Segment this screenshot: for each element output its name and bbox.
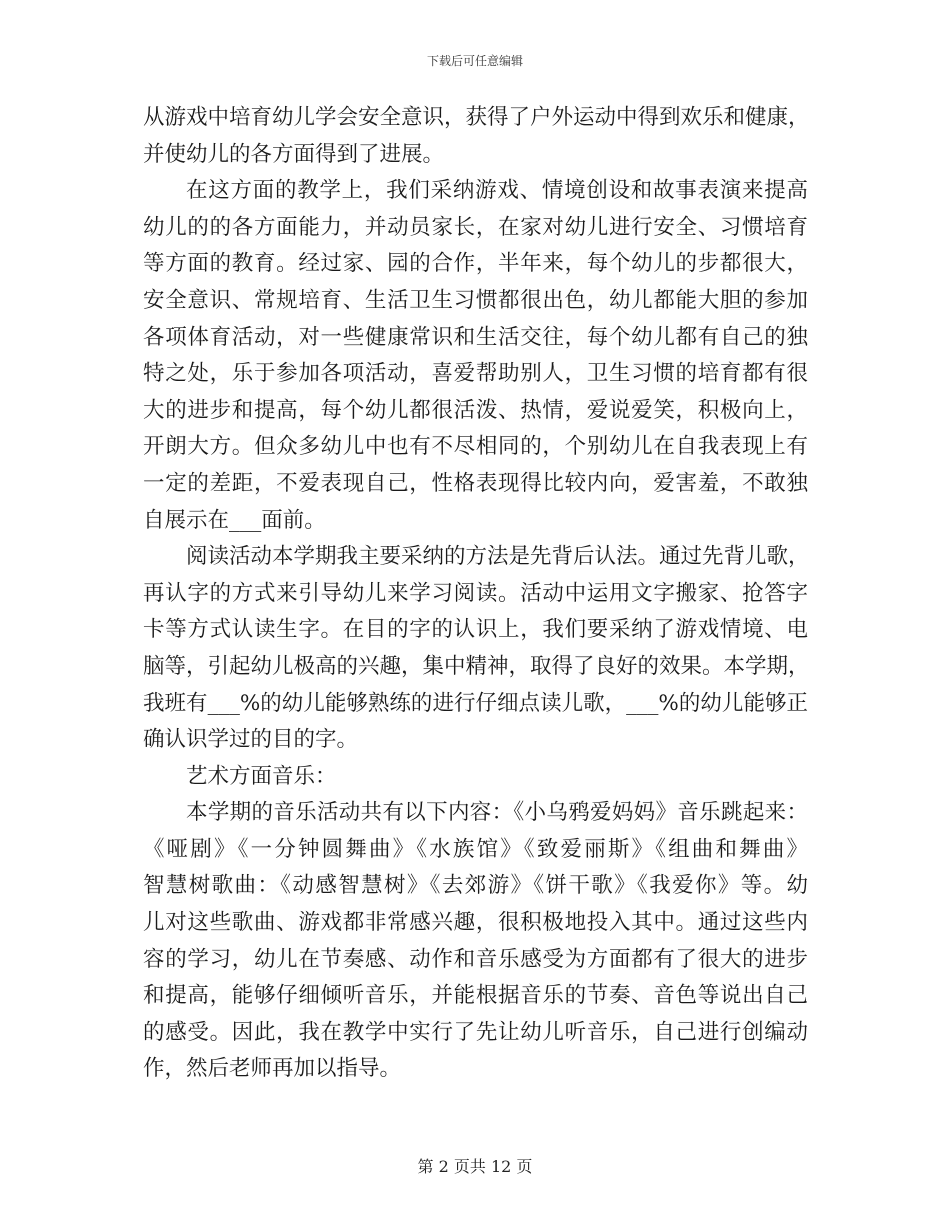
paragraph xyxy=(143,173,808,539)
text-line: 脑等，引起幼儿极高的兴趣，集中精神，取得了良好的效果。本学期， xyxy=(143,653,810,679)
page-header: 下载后可任意编辑 xyxy=(426,54,523,68)
text-line: 容的学习，幼儿在节奏感、动作和音乐感受为方面都有了很大的进步 xyxy=(143,946,808,972)
text-line: 艺术方面音乐： xyxy=(186,763,337,789)
text-line: 特之处，乐于参加各项活动，喜爱帮助别人，卫生习惯的培育都有很 xyxy=(143,361,808,387)
text-line: 从游戏中培育幼儿学会安全意识，获得了户外运动中得到欢乐和健康， xyxy=(143,105,810,130)
text-line: 等方面的教育。经过家、园的合作，半年来，每个幼儿的步都很大， xyxy=(143,251,808,277)
text-line: 安全意识、常规培育、生活卫生习惯都很出色，幼儿都能大胆的参加 xyxy=(143,287,808,313)
text-line: 和提高，能够仔细倾听音乐，并能根据音乐的节奏、音色等说出自己 xyxy=(143,983,808,1009)
text-line: 卡等方式认读生字。在目的字的认识上，我们要采纳了游戏情境、电 xyxy=(143,617,808,643)
text-line: 自展示在___面前。 xyxy=(143,507,326,533)
text-line: 再认字的方式来引导幼儿来学习阅读。活动中运用文字搬家、抢答字 xyxy=(143,580,808,606)
text-line: 大的进步和提高，每个幼儿都很活泼、热情，爱说爱笑，积极向上， xyxy=(143,397,808,423)
paragraph xyxy=(143,795,808,1088)
page-number: 第 2 页共 12 页 xyxy=(417,1157,533,1176)
text-line: 阅读活动本学期我主要采纳的方法是先背后认法。通过先背儿歌， xyxy=(186,544,810,570)
text-line: 确认识学过的目的字。 xyxy=(143,727,359,753)
paragraph xyxy=(143,100,808,173)
text-line: 的感受。因此，我在教学中实行了先让幼儿听音乐，自己进行创编动 xyxy=(143,1019,808,1045)
paragraph xyxy=(143,539,808,759)
text-line: 我班有___%的幼儿能够熟练的进行仔细点读儿歌，___%的幼儿能够正 xyxy=(143,690,808,716)
text-line: 并使幼儿的各方面得到了进展。 xyxy=(143,141,445,167)
text-line: 作，然后老师再加以指导。 xyxy=(143,1056,402,1082)
text-line: 《哑剧》《一分钟圆舞曲》《水族馆》《致爱丽斯》《组曲和舞曲》 xyxy=(143,836,808,862)
paragraph xyxy=(143,759,808,796)
document-body xyxy=(143,100,808,1088)
text-line: 幼儿的的各方面能力，并动员家长，在家对幼儿进行安全、习惯培育 xyxy=(143,214,808,240)
text-line: 开朗大方。但众多幼儿中也有不尽相同的，个别幼儿在自我表现上有 xyxy=(143,434,808,460)
text-line: 一定的差距，不爱表现自己，性格表现得比较内向，爱害羞，不敢独 xyxy=(143,470,808,496)
text-line: 在这方面的教学上，我们采纳游戏、情境创设和故事表演来提高 xyxy=(186,178,808,204)
text-line: 儿对这些歌曲、游戏都非常感兴趣，很积极地投入其中。通过这些内 xyxy=(143,910,808,936)
text-line: 智慧树歌曲：《动感智慧树》《去郊游》《饼干歌》《我爱你》等。幼 xyxy=(143,873,808,899)
text-line: 各项体育活动，对一些健康常识和生活交往，每个幼儿都有自己的独 xyxy=(143,324,808,350)
text-line: 本学期的音乐活动共有以下内容：《小乌鸦爱妈妈》音乐跳起来： xyxy=(186,800,808,826)
